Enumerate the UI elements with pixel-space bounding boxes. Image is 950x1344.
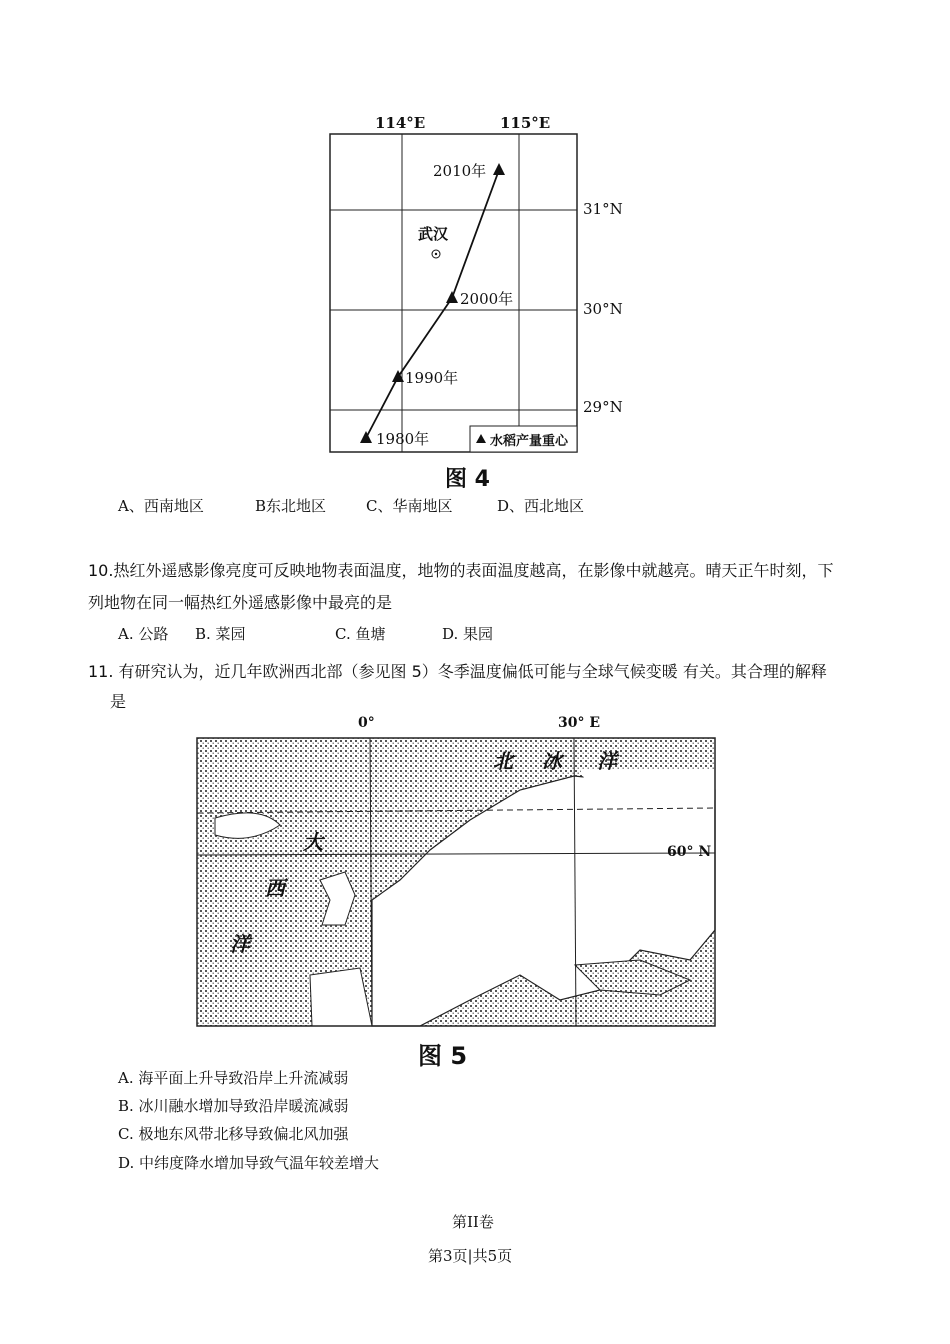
q10-option-c: C. 鱼塘 bbox=[335, 625, 386, 643]
point-label-1980: 1980年 bbox=[376, 430, 430, 448]
triangle-marker-2010 bbox=[493, 163, 505, 175]
lon-label-114e: 114°E bbox=[375, 114, 426, 132]
q9-option-c: C、华南地区 bbox=[366, 497, 453, 515]
lat-label-31n: 31°N bbox=[583, 200, 623, 218]
q10-option-d: D. 果园 bbox=[442, 625, 494, 643]
lon-label-30e: 30° E bbox=[558, 715, 601, 731]
city-label-wuhan: 武汉 bbox=[418, 225, 449, 243]
ocean-label: 西 bbox=[265, 876, 285, 900]
lon-label-115e: 115°E bbox=[500, 114, 551, 132]
lat-label-60n: 60° N bbox=[667, 844, 712, 860]
q9-option-d: D、西北地区 bbox=[497, 497, 585, 515]
q11-line2: 是 bbox=[110, 692, 127, 711]
q11-line1: 11. 有研究认为，近几年欧洲西北部（参见图 5）冬季温度偏低可能与全球气候变暖 有关。其合理的解释 bbox=[88, 662, 827, 681]
lon-label-0: 0° bbox=[358, 715, 375, 731]
q9-option-a: A、西南地区 bbox=[118, 497, 204, 515]
ocean-label: 北 bbox=[493, 749, 513, 773]
point-label-2010: 2010年 bbox=[433, 162, 487, 180]
triangle-marker-1980 bbox=[360, 431, 372, 443]
q9-option-b: B东北地区 bbox=[255, 497, 327, 515]
q11-option-b: B. 冰川融水增加导致沿岸暖流减弱 bbox=[118, 1097, 349, 1115]
q11-option-d: D. 中纬度降水增加导致气温年较差增大 bbox=[118, 1154, 380, 1172]
q11-option-a: A. 海平面上升导致沿岸上升流减弱 bbox=[118, 1069, 349, 1087]
page-footer: 第3页|共5页 bbox=[428, 1247, 513, 1265]
section-title: 第II卷 bbox=[452, 1213, 494, 1231]
q10-line2: 列地物在同一幅热红外遥感影像中最亮的是 bbox=[88, 593, 393, 612]
q11-option-c: C. 极地东风带北移导致偏北风加强 bbox=[118, 1125, 349, 1143]
lat-label-29n: 29°N bbox=[583, 398, 623, 416]
ocean-label: 大 bbox=[303, 830, 323, 854]
q10-option-b: B. 菜园 bbox=[195, 625, 246, 643]
q10-option-a: A. 公路 bbox=[118, 625, 169, 643]
legend-label: 水稻产量重心 bbox=[490, 434, 569, 449]
triangle-marker-2000 bbox=[446, 291, 458, 303]
ocean-label: 洋 bbox=[597, 749, 617, 773]
figure-5-caption: 图 5 bbox=[418, 1042, 468, 1070]
ocean-label: 冰 bbox=[542, 749, 562, 773]
lat-label-30n: 30°N bbox=[583, 300, 623, 318]
ocean-label: 洋 bbox=[230, 932, 250, 956]
point-label-2000: 2000年 bbox=[460, 290, 514, 308]
q10-line1: 10.热红外遥感影像亮度可反映地物表面温度，地物的表面温度越高，在影像中就越亮。晴天正午时刻，下 bbox=[88, 561, 834, 580]
figure-4-caption: 图 4 bbox=[445, 467, 490, 492]
point-label-1990: 1990年 bbox=[405, 369, 459, 387]
figure-4-map bbox=[330, 134, 577, 452]
